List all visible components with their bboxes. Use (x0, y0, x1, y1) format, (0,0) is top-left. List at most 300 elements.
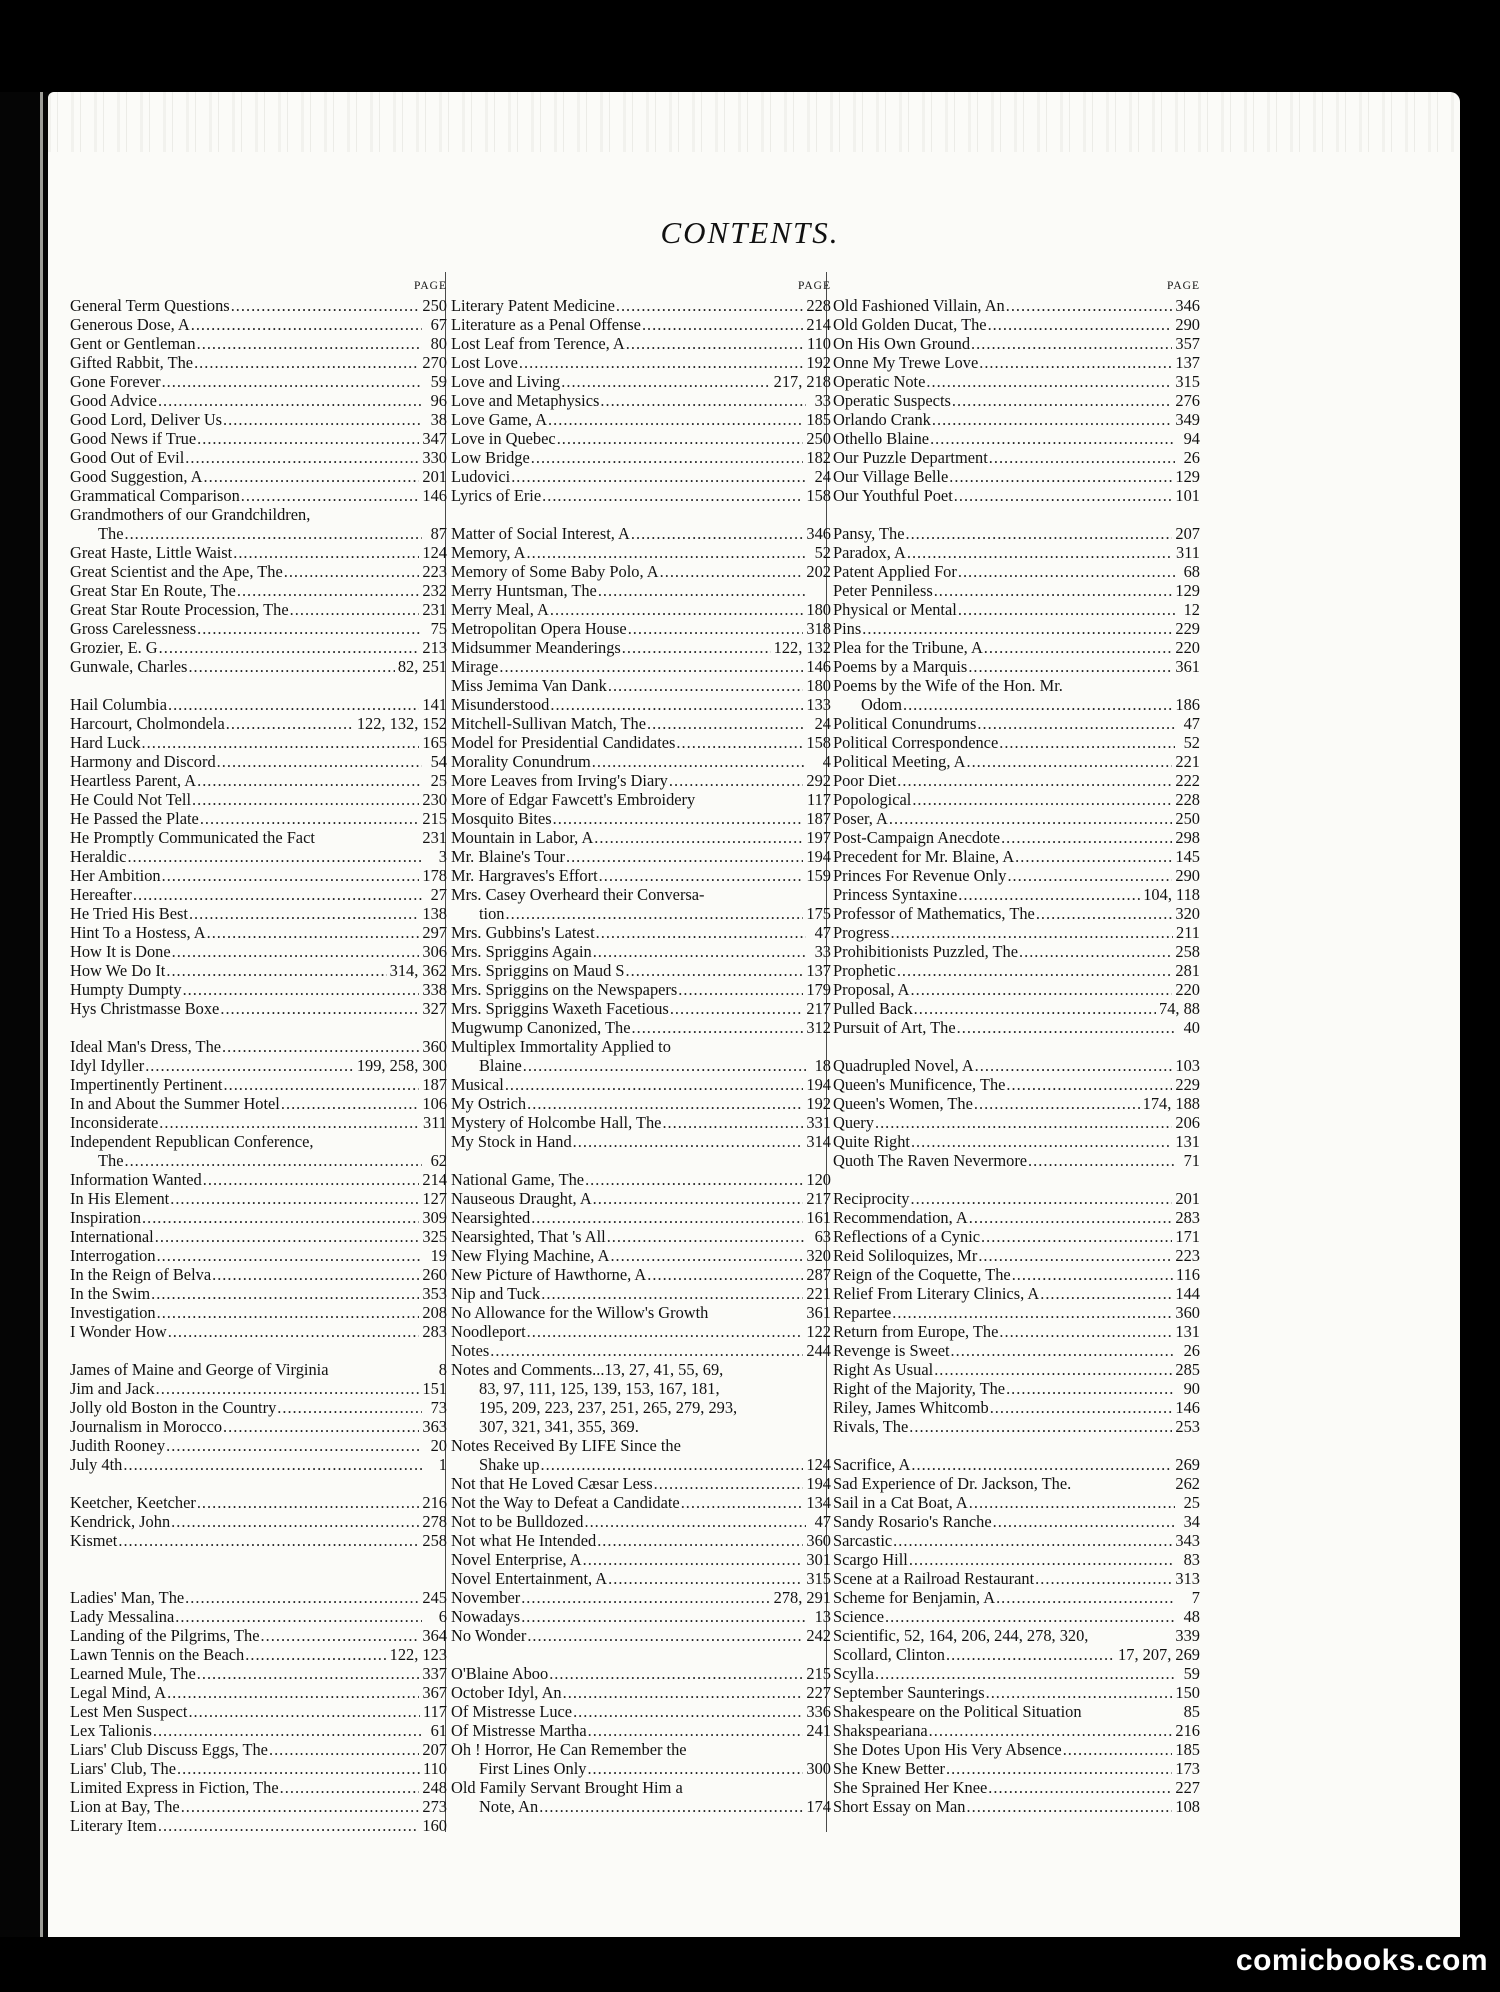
entry-title: Low Bridge (451, 448, 530, 467)
entry-title: Interrogation (70, 1246, 156, 1265)
entry-page-number: 117 (423, 1702, 447, 1721)
entry-title: Relief From Literary Clinics, A (833, 1284, 1040, 1303)
entry-page-number: 278 (422, 1512, 447, 1531)
contents-entry (833, 1303, 1200, 1322)
entry-title: Not what He Intended (451, 1531, 597, 1550)
entry-title: Political Meeting, A (833, 752, 966, 771)
entry-title: Princess Syntaxine (833, 885, 958, 904)
entry-page-number: 120 (806, 1170, 831, 1189)
entry-title: Mountain in Labor, A (451, 828, 594, 847)
entry-page-number: 40 (1183, 1018, 1200, 1037)
entry-title: Physical or Mental (833, 600, 957, 619)
contents-entry (451, 790, 831, 809)
contents-entry (70, 847, 447, 866)
contents-entry (833, 923, 1200, 942)
dot-leader (610, 1246, 803, 1265)
entry-page-number: 290 (1175, 315, 1200, 334)
dot-leader (519, 353, 803, 372)
entry-title: Great Haste, Little Waist (70, 543, 233, 562)
entry-title: Nearsighted, That 's All (451, 1227, 606, 1246)
entry-page-number: 201 (422, 467, 447, 486)
dot-leader (999, 733, 1175, 752)
entry-title: Peter Penniless (833, 581, 933, 600)
dot-leader (910, 1189, 1172, 1208)
contents-entry (451, 1531, 831, 1550)
dot-leader (197, 334, 422, 353)
entry-page-number: 178 (422, 866, 447, 885)
entry-title: Old Family Servant Brought Him a (451, 1778, 683, 1797)
entry-title: Proposal, A (833, 980, 910, 999)
contents-entry (451, 1246, 831, 1265)
entry-page-number: 159 (806, 866, 831, 885)
dot-leader (505, 1075, 804, 1094)
entry-page-number: 211 (1176, 923, 1200, 942)
entry-title: Memory of Some Baby Polo, A (451, 562, 659, 581)
entry-title: Liars' Club Discuss Eggs, The (70, 1740, 268, 1759)
dot-leader (159, 1113, 420, 1132)
contents-entry (833, 714, 1200, 733)
contents-entry (451, 1075, 831, 1094)
page-column-header: PAGE (414, 280, 447, 292)
contents-entry (451, 1607, 831, 1626)
dot-leader (986, 1683, 1173, 1702)
contents-entry (451, 562, 831, 581)
contents-entry (70, 467, 447, 486)
contents-entry (451, 828, 831, 847)
dot-leader (223, 1417, 419, 1436)
dot-leader (167, 1683, 419, 1702)
entry-page-number: 17, 207, 269 (1118, 1645, 1200, 1664)
dot-leader (911, 1132, 1172, 1151)
entry-page-number: 363 (422, 1417, 447, 1436)
contents-entry (70, 1037, 447, 1056)
entry-page-number: 223 (422, 562, 447, 581)
entry-title: Gifted Rabbit, The (70, 353, 194, 372)
entry-title: Legal Mind, A (70, 1683, 167, 1702)
entry-title: Sarcastic (833, 1531, 893, 1550)
contents-entry (70, 1645, 447, 1664)
entry-page-number: 220 (1175, 638, 1200, 657)
section-gap (833, 505, 1200, 524)
contents-entry (70, 904, 447, 923)
entry-title: She Knew Better (833, 1759, 945, 1778)
entry-page-number: 4 (822, 752, 831, 771)
entry-title: Scylla (833, 1664, 874, 1683)
entry-title: Merry Huntsman, The (451, 581, 597, 600)
dot-leader (153, 1721, 422, 1740)
entry-title: Orlando Crank (833, 410, 931, 429)
contents-entry (70, 980, 447, 999)
contents-entry (70, 733, 447, 752)
section-gap (70, 1018, 447, 1037)
contents-entry (451, 429, 831, 448)
entry-page-number: 90 (1183, 1379, 1200, 1398)
entry-title: Onne My Trewe Love (833, 353, 979, 372)
contents-entry (70, 923, 447, 942)
entry-title: Right As Usual (833, 1360, 934, 1379)
entry-title: In His Element (70, 1189, 170, 1208)
contents-entry (70, 1721, 447, 1740)
contents-entry (833, 600, 1200, 619)
entry-title: Model for Presidential Candidates (451, 733, 676, 752)
entry-page-number: 229 (1175, 1075, 1200, 1094)
dot-leader (598, 581, 806, 600)
dot-leader (188, 1702, 420, 1721)
dot-leader (1006, 296, 1173, 315)
dot-leader (226, 714, 354, 733)
entry-page-number: 179 (806, 980, 831, 999)
entry-title: Literary Patent Medicine (451, 296, 615, 315)
entry-title: The (98, 1151, 124, 1170)
dot-leader (958, 562, 1175, 581)
entry-page-number: 201 (1175, 1189, 1200, 1208)
entry-page-number: 33 (814, 942, 831, 961)
entry-title: Plea for the Tribune, A (833, 638, 983, 657)
contents-entry (70, 448, 447, 467)
contents-entry (70, 885, 447, 904)
contents-entry (833, 543, 1200, 562)
dot-leader (669, 771, 804, 790)
contents-entry (70, 353, 447, 372)
entry-title: Heartless Parent, A (70, 771, 197, 790)
contents-entry (70, 1265, 447, 1284)
dot-leader (909, 1417, 1172, 1436)
dot-leader (127, 847, 422, 866)
contents-entry (833, 1018, 1200, 1037)
entry-page-number: 361 (806, 1303, 831, 1322)
entry-page-number: 171 (1175, 1227, 1200, 1246)
dot-leader (1019, 942, 1172, 961)
entry-page-number: 194 (806, 1075, 831, 1094)
entry-page-number: 231 (422, 600, 447, 619)
entry-title: Good Suggestion, A (70, 467, 203, 486)
entry-page-number: 230 (422, 790, 447, 809)
entry-title: Professor of Mathematics, The (833, 904, 1035, 923)
contents-entry (833, 1360, 1200, 1379)
entry-page-number: 1 (438, 1455, 447, 1474)
contents-entry (451, 600, 831, 619)
entry-page-number: 283 (1175, 1208, 1200, 1227)
entry-title: Query (833, 1113, 874, 1132)
dot-leader (893, 1531, 1172, 1550)
contents-entry (70, 296, 447, 315)
entry-page-number: 214 (806, 315, 831, 334)
entry-title: Jim and Jack (70, 1379, 155, 1398)
contents-entry (451, 1037, 831, 1056)
contents-entry (451, 1664, 831, 1683)
contents-entry (451, 809, 831, 828)
dot-leader (197, 619, 422, 638)
contents-entry (70, 1493, 447, 1512)
dot-leader (162, 372, 422, 391)
entry-page-number: 24 (814, 714, 831, 733)
contents-entry (70, 429, 447, 448)
entry-title: He Could Not Tell (70, 790, 192, 809)
dot-leader (541, 1455, 804, 1474)
dot-leader (223, 410, 422, 429)
dot-leader (946, 1645, 1115, 1664)
dot-leader (642, 315, 803, 334)
contents-entry (70, 1740, 447, 1759)
dot-leader (506, 904, 804, 923)
dot-leader (647, 714, 806, 733)
dot-leader (1006, 1379, 1175, 1398)
contents-entry (833, 1721, 1200, 1740)
entry-title: Othello Blaine (833, 429, 930, 448)
entry-title: Of Mistresse Martha (451, 1721, 587, 1740)
contents-entry (451, 1284, 831, 1303)
entry-page-number: 194 (806, 1474, 831, 1493)
entry-page-number: 250 (422, 296, 447, 315)
entry-title: Mirage (451, 657, 499, 676)
entry-title: Rivals, The (833, 1417, 909, 1436)
entry-title: Scene at a Railroad Restaurant (833, 1569, 1035, 1588)
entry-page-number: 312 (806, 1018, 831, 1037)
page-column-header: PAGE (1167, 280, 1200, 292)
dot-leader (993, 1512, 1175, 1531)
contents-entry (70, 714, 447, 733)
dot-leader (197, 771, 422, 790)
dot-leader (550, 695, 803, 714)
dot-leader (280, 1778, 420, 1797)
entry-page-number: 360 (1175, 1303, 1200, 1322)
entry-page-number: 232 (422, 581, 447, 600)
entry-page-number: 199, 258, 300 (356, 1056, 447, 1075)
dot-leader (1063, 1740, 1173, 1759)
contents-entry (833, 847, 1200, 866)
section-gap (833, 1037, 1200, 1056)
entry-title: Gent or Gentleman (70, 334, 196, 353)
contents-entry (833, 353, 1200, 372)
entry-page-number: 20 (430, 1436, 447, 1455)
entry-title: Judith Rooney (70, 1436, 166, 1455)
entry-page-number: 360 (422, 1037, 447, 1056)
dot-leader (988, 1778, 1172, 1797)
entry-page-number: 145 (1175, 847, 1200, 866)
contents-entry (70, 1759, 447, 1778)
dot-leader (548, 410, 803, 429)
entry-page-number: 138 (422, 904, 447, 923)
entry-title: Odom (861, 695, 902, 714)
section-gap (70, 1341, 447, 1360)
dot-leader (885, 1607, 1175, 1626)
entry-page-number: 357 (1175, 334, 1200, 353)
dot-leader (157, 1246, 422, 1265)
entry-title: Note, An (479, 1797, 539, 1816)
entry-title: Inspiration (70, 1208, 142, 1227)
entry-title: No Wonder (451, 1626, 527, 1645)
dot-leader (1028, 1151, 1175, 1170)
entry-title: Progress (833, 923, 890, 942)
dot-leader (996, 1588, 1175, 1607)
entry-page-number: 52 (814, 543, 831, 562)
dot-leader (521, 1588, 770, 1607)
entry-page-number: 208 (422, 1303, 447, 1322)
entry-title: Mrs. Spriggins Waxeth Facetious (451, 999, 669, 1018)
dot-leader (594, 828, 803, 847)
entry-page-number: 241 (806, 1721, 831, 1740)
entry-title: He Tried His Best (70, 904, 188, 923)
entry-title: 83, 97, 111, 125, 139, 153, 167, 181, (479, 1379, 720, 1398)
contents-entry (451, 372, 831, 391)
dot-leader (573, 1702, 803, 1721)
contents-entry (451, 1455, 831, 1474)
section-gap (451, 505, 831, 524)
section-gap (70, 676, 447, 695)
contents-entry (833, 695, 1200, 714)
entry-title: Nearsighted (451, 1208, 531, 1227)
entry-title: Pins (833, 619, 862, 638)
entry-title: Good News if True (70, 429, 197, 448)
dot-leader (593, 942, 806, 961)
contents-entry (70, 828, 447, 847)
entry-title: Our Village Belle (833, 467, 949, 486)
entry-title: Ideal Man's Dress, The (70, 1037, 222, 1056)
entry-title: Metropolitan Opera House (451, 619, 627, 638)
contents-entry (70, 1512, 447, 1531)
entry-title: In and About the Summer Hotel (70, 1094, 280, 1113)
contents-entry (70, 1303, 447, 1322)
dot-leader (954, 486, 1173, 505)
entry-title: Harcourt, Cholmondela (70, 714, 225, 733)
contents-entry (833, 1151, 1200, 1170)
entry-title: How We Do It (70, 961, 166, 980)
entry-title: I Wonder How (70, 1322, 167, 1341)
entry-page-number: 338 (422, 980, 447, 999)
section-gap (451, 1151, 831, 1170)
contents-entry (451, 1018, 831, 1037)
dot-leader (583, 1550, 804, 1569)
entry-title: O'Blaine Aboo (451, 1664, 549, 1683)
contents-entry (70, 771, 447, 790)
dot-leader (969, 1493, 1175, 1512)
entry-title: Patent Applied For (833, 562, 957, 581)
contents-entry (70, 1778, 447, 1797)
entry-page-number: 27 (430, 885, 447, 904)
entry-page-number: 213 (422, 638, 447, 657)
entry-title: Not to be Bulldozed (451, 1512, 584, 1531)
entry-title: Repartee (833, 1303, 892, 1322)
entry-page-number: 134 (806, 1493, 831, 1512)
dot-leader (957, 1018, 1175, 1037)
contents-entry (451, 1740, 831, 1759)
section-gap (70, 1474, 447, 1493)
entry-page-number: 194 (806, 847, 831, 866)
entry-title: Return from Europe, The (833, 1322, 999, 1341)
entry-page-number: 38 (430, 410, 447, 429)
contents-entry (451, 1778, 831, 1797)
entry-title: Humpty Dumpty (70, 980, 182, 999)
dot-leader (975, 1056, 1173, 1075)
entry-title: Great Star Route Procession, The (70, 600, 289, 619)
entry-page-number: 173 (1175, 1759, 1200, 1778)
entry-title: Precedent for Mr. Blaine, A (833, 847, 1015, 866)
dot-leader (929, 1721, 1173, 1740)
entry-title: Notes (451, 1341, 490, 1360)
contents-entry (833, 486, 1200, 505)
contents-entry (70, 809, 447, 828)
contents-entry (70, 315, 447, 334)
dot-leader (984, 638, 1173, 657)
entry-page-number: 262 (1175, 1474, 1200, 1493)
entry-page-number: 244 (806, 1341, 831, 1360)
entry-page-number: 122, 123 (389, 1645, 447, 1664)
entry-page-number: 278, 291 (773, 1588, 831, 1607)
entry-page-number: 67 (430, 315, 447, 334)
contents-entry (451, 866, 831, 885)
entry-page-number: 96 (430, 391, 447, 410)
dot-leader (241, 486, 420, 505)
entry-title: Love and Living (451, 372, 561, 391)
contents-entry (70, 1284, 447, 1303)
entry-title: Mrs. Gubbins's Latest (451, 923, 595, 942)
dot-leader (912, 790, 1172, 809)
contents-entry (833, 1265, 1200, 1284)
dot-leader (527, 1094, 803, 1113)
contents-entry (833, 752, 1200, 771)
contents-entry (833, 828, 1200, 847)
contents-entry (451, 1721, 831, 1740)
entry-page-number: 258 (1175, 942, 1200, 961)
entry-page-number: 13 (814, 1607, 831, 1626)
dot-leader (133, 885, 422, 904)
contents-entry (833, 334, 1200, 353)
contents-entry (451, 1683, 831, 1702)
entry-page-number: 137 (1175, 353, 1200, 372)
entry-page-number: 223 (1175, 1246, 1200, 1265)
entry-page-number: 129 (1175, 467, 1200, 486)
dot-leader (1006, 1075, 1172, 1094)
dot-leader (168, 695, 419, 714)
entry-page-number: 320 (806, 1246, 831, 1265)
entry-page-number: 146 (1175, 1398, 1200, 1417)
entry-page-number: 298 (1175, 828, 1200, 847)
entry-page-number: 180 (806, 600, 831, 619)
entry-page-number: 151 (422, 1379, 447, 1398)
dot-leader (185, 448, 419, 467)
contents-entry (70, 600, 447, 619)
entry-title: Right of the Majority, The (833, 1379, 1006, 1398)
dot-leader (166, 1436, 422, 1455)
entry-title: Quadrupled Novel, A (833, 1056, 974, 1075)
contents-entry (833, 676, 1200, 695)
entry-title: Lion at Bay, The (70, 1797, 180, 1816)
entry-page-number: 207 (1175, 524, 1200, 543)
dot-leader (499, 657, 803, 676)
contents-entry (70, 1246, 447, 1265)
contents-entry (451, 752, 831, 771)
entry-page-number: 174, 188 (1142, 1094, 1200, 1113)
contents-entry (833, 1132, 1200, 1151)
dot-leader (175, 1607, 422, 1626)
entry-title: Lyrics of Erie (451, 486, 542, 505)
entry-page-number: 174 (806, 1797, 831, 1816)
entry-page-number: 242 (806, 1626, 831, 1645)
contents-entry (70, 1531, 447, 1550)
entry-page-number: 228 (806, 296, 831, 315)
entry-page-number: 7 (1191, 1588, 1200, 1607)
entry-title: Scientific, 52, 164, 206, 244, 278, 320, (833, 1626, 1089, 1645)
entry-title: Memory, A (451, 543, 526, 562)
entry-title: Princes For Revenue Only (833, 866, 1007, 885)
entry-page-number: 245 (422, 1588, 447, 1607)
entry-page-number: 192 (806, 1094, 831, 1113)
entry-title: My Ostrich (451, 1094, 527, 1113)
contents-entry (833, 296, 1200, 315)
entry-title: National Game, The (451, 1170, 585, 1189)
contents-entry (70, 942, 447, 961)
entry-title: Mrs. Spriggins Again (451, 942, 592, 961)
